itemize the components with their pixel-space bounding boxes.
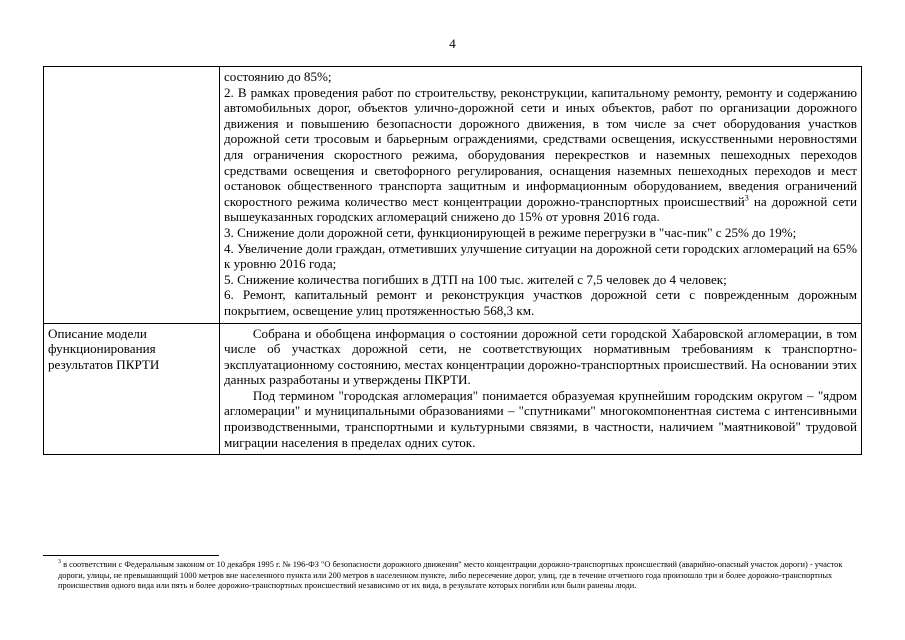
paragraph: 4. Увеличение доли граждан, отметивших улучшение ситуации на дорожной сети городских агломераций на 65% к уровню 2016 года; xyxy=(224,240,857,272)
page-number: 4 xyxy=(449,36,456,51)
paragraph: 6. Ремонт, капитальный ремонт и реконструкция участков дорожной сети с поврежденным дорожным покрытием, освещение улиц протяженностью 568,3 км. xyxy=(224,287,857,318)
footnote-separator xyxy=(43,555,219,556)
footnote-reference: 3 xyxy=(744,193,749,203)
row-content-cell xyxy=(220,67,862,324)
footnote xyxy=(58,560,858,592)
footnote-text: в соответствии с Федеральным законом от 10 декабря 1995 г. № 196-ФЗ "О безопасности дорожного движения" место концентрации дорожно-транспортных происшествий (аварийно-опасный участок дороги) - участок дороги, улицы, не превышающий 1000 метров вне населенного пункта или 200 метров в населенном пункте, либо пересечение дорог, улиц, где в течение отчетного года произошло три и более дорожно-транспортных происшествия одного вида или пять и более дорожно-транспортных происшествий независимо от их вида, в результате которых погибли или были ранены люди. xyxy=(58,560,843,591)
footnote-marker: 3 xyxy=(58,559,61,566)
paragraph: Собрана и обобщена информация о состоянии дорожной сети городской Хабаровской агломерации, в том числе об участках дорожной сети, не соответствующих нормативным требованиям к транспортно-эксплуатационному состоянию, местах концентрации дорожно-транспортных происшествий. На основании этих данных разработаны и утверждены ПКРТИ. xyxy=(224,325,857,388)
table-row xyxy=(44,67,862,324)
paragraph: Под термином "городская агломерация" понимается образуемая крупнейшим городским округом – "ядром агломерации" и муниципальными образованиями – "спутниками" многокомпонентная система с интенсивными производственными, транспортными и культурными связями, в частности, наличием "маятниковой" трудовой миграции населения в пределах одних суток. xyxy=(224,387,857,450)
row-label-cell xyxy=(44,67,220,324)
paragraph xyxy=(224,85,857,225)
row-label-cell: Описание модели функционирования результатов ПКРТИ xyxy=(44,323,220,455)
row-content-cell xyxy=(220,323,862,455)
paragraph-text: на дорожной сети вышеуказанных городских агломераций снижено до 15% от уровня 2016 года. xyxy=(224,193,857,225)
table-row xyxy=(44,323,862,455)
paragraph: состоянию до 85%; xyxy=(224,69,332,84)
paragraph-text: 2. В рамках проведения работ по строительству, реконструкции, капитальному ремонту, ремонту и содержанию автомобильных дорог, объектов улично-дорожной сети и иных объектов, работ по организации дорожного движения и повышению безопасности дорожного движения, в том числе за счет оборудования участков дорожной сети тросовым и барьерным ограждениями, средствами освещения, искусственными неровностями для ограничения скоростного режима, оборудования перекрестков и наземных пешеходных переходов средствами освещения и светофорного регулирования, оснащения наземных пешеходных переходов и мест остановок общественного транспорта защитным и информационным оборудованием, введения ограничений скоростного режима количество мест концентрации дорожно-транспортных происшествий xyxy=(224,84,857,209)
paragraph: 5. Снижение количества погибших в ДТП на 100 тыс. жителей с 7,5 человек до 4 человек; xyxy=(224,271,727,287)
program-description-table xyxy=(43,66,862,455)
paragraph: 3. Снижение доли дорожной сети, функционирующей в режиме перегрузки в "час-пик" с 25% до 19%; xyxy=(224,224,797,240)
